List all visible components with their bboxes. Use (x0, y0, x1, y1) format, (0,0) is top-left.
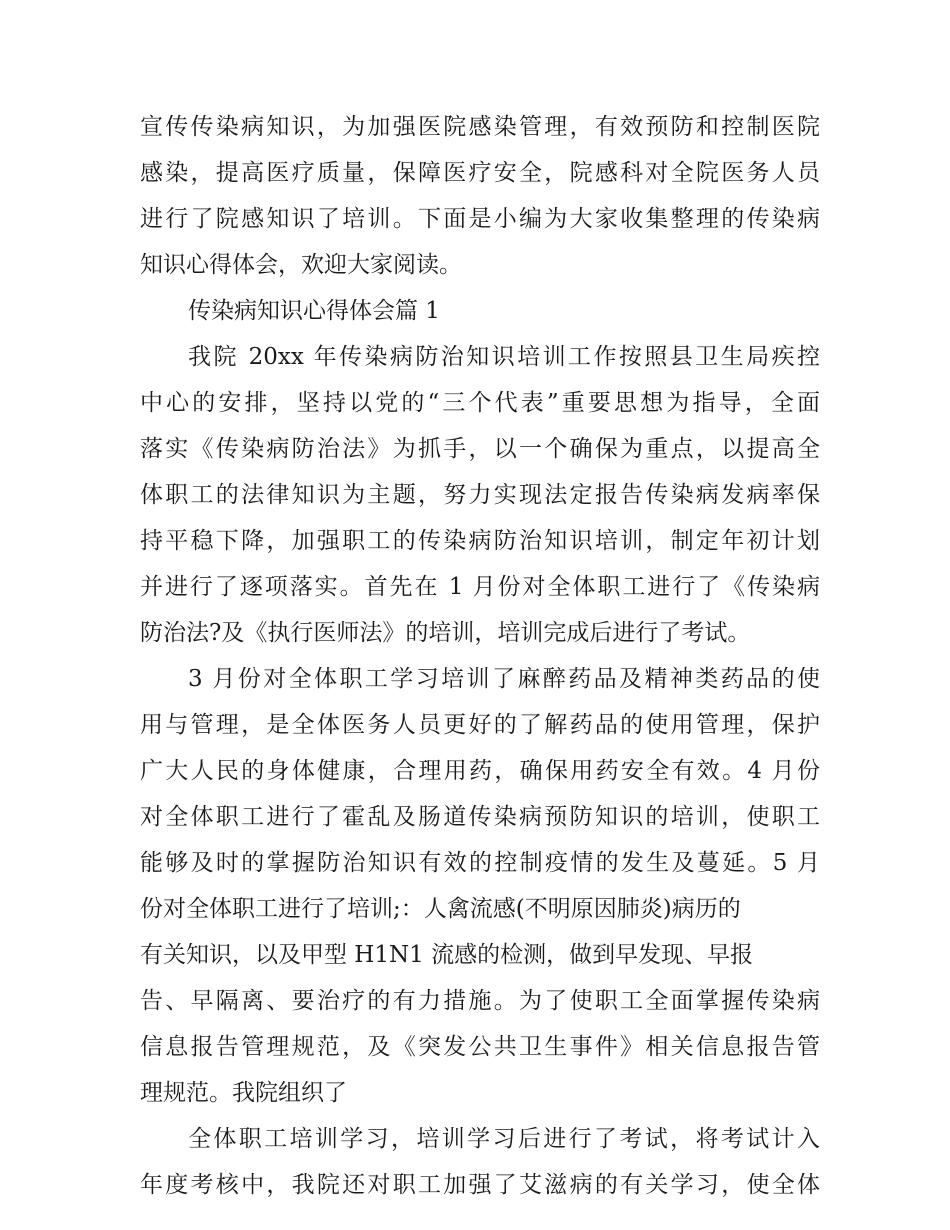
text-line: 进行了院感知识了培训。下面是小编为大家收集整理的传染病 (140, 206, 820, 232)
text-line: 理规范。我院组织了 (140, 1080, 347, 1106)
section-heading: 传染病知识心得体会篇 1 (188, 298, 440, 324)
text-line: 能够及时的掌握防治知识有效的控制疫情的发生及蔓延。5 月 (140, 850, 820, 876)
text-line: 宣传传染病知识，为加强医院感染管理，有效预防和控制医院 (140, 114, 820, 140)
text-line: 年度考核中，我院还对职工加强了艾滋病的有关学习，使全体 (140, 1172, 820, 1198)
text-line: 体职工的法律知识为主题，努力实现法定报告传染病发病率保 (140, 482, 820, 508)
text-line: 有关知识，以及甲型 H1N1 流感的检测，做到早发现、早报 (140, 942, 754, 968)
text-line: 持平稳下降，加强职工的传染病防治知识培训，制定年初计划 (140, 528, 820, 554)
text-line: 知识心得体会，欢迎大家阅读。 (140, 252, 462, 278)
text-line: 告、早隔离、要治疗的有力措施。为了使职工全面掌握传染病 (140, 988, 820, 1014)
text-line: 用与管理，是全体医务人员更好的了解药品的使用管理，保护 (140, 712, 820, 738)
text-line: 3 月份对全体职工学习培训了麻醉药品及精神类药品的使 (188, 666, 820, 692)
text-line: 全体职工培训学习，培训学习后进行了考试，将考试计入 (188, 1126, 820, 1152)
text-line: 对全体职工进行了霍乱及肠道传染病预防知识的培训，使职工 (140, 804, 820, 830)
text-line: 信息报告管理规范，及《突发公共卫生事件》相关信息报告管 (140, 1034, 820, 1060)
text-line: 我院 20xx 年传染病防治知识培训工作按照县卫生局疾控 (188, 344, 820, 370)
text-line: 广大人民的身体健康，合理用药，确保用药安全有效。4 月份 (140, 758, 820, 784)
text-line: 中心的安排，坚持以党的“三个代表”重要思想为指导，全面 (140, 390, 820, 416)
text-line: 防治法?及《执行医师法》的培训，培训完成后进行了考试。 (140, 620, 751, 646)
text-line: 份对全体职工进行了培训;：人禽流感(不明原因肺炎)病历的 (140, 896, 741, 922)
text-line: 落实《传染病防治法》为抓手，以一个确保为重点，以提高全 (140, 436, 820, 462)
text-line: 感染，提高医疗质量，保障医疗安全，院感科对全院医务人员 (140, 160, 820, 186)
text-line: 并进行了逐项落实。首先在 1 月份对全体职工进行了《传染病 (140, 574, 820, 600)
body-text (140, 104, 820, 1208)
